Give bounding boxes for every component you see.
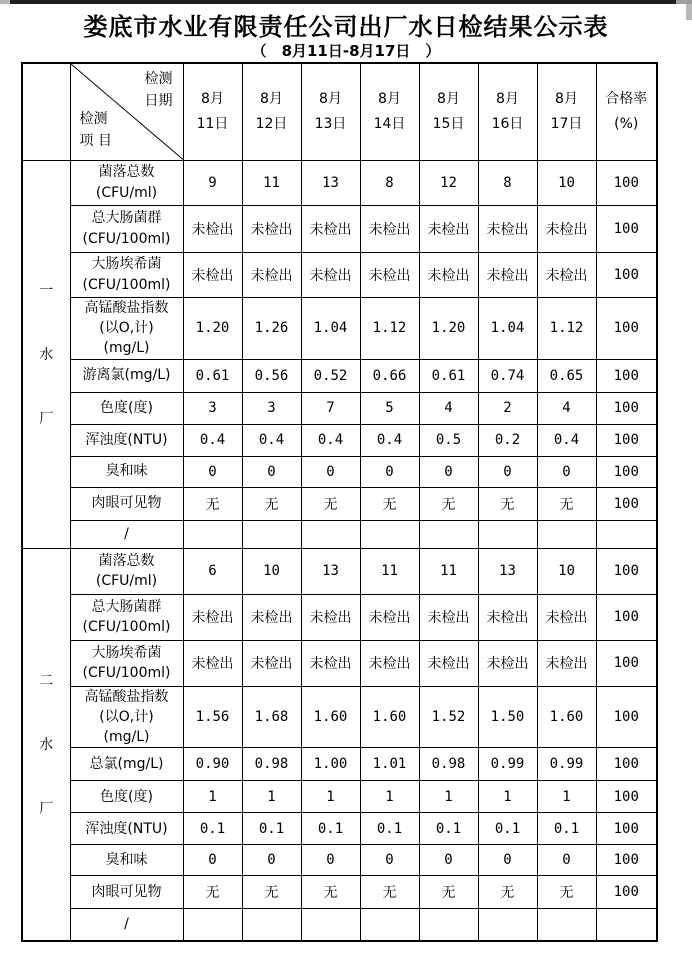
value-cell: 0.4 — [360, 424, 419, 456]
results-table-body — [22, 63, 657, 941]
value-cell: 1 — [478, 781, 537, 813]
row-label-line: 色度(度) — [100, 788, 153, 805]
table-row — [22, 748, 657, 781]
rate-cell: 100 — [596, 252, 657, 297]
corner-date-label — [145, 69, 173, 112]
row-label — [70, 813, 183, 845]
value-cell: 0 — [242, 845, 301, 876]
value-cell: 1 — [301, 781, 360, 813]
value-cell: 0 — [478, 456, 537, 487]
value-cell: 0 — [419, 456, 478, 487]
value-cell: 未检出 — [360, 594, 419, 640]
rate-cell: 100 — [596, 686, 657, 748]
value-cell: 未检出 — [537, 252, 596, 297]
value-cell: 0.65 — [537, 359, 596, 392]
row-label-line: (mg/L) — [103, 340, 150, 357]
value-cell: 1.04 — [478, 297, 537, 359]
section-label-char: 二 — [39, 673, 54, 690]
value-cell: 11 — [419, 548, 478, 594]
page-subtitle: （ 8月11日-8月17日 ） — [251, 42, 441, 60]
value-cell — [537, 909, 596, 941]
value-cell: 未检出 — [537, 594, 596, 640]
date-header-aug15 — [419, 63, 478, 160]
row-label-line: (CFU/100ml) — [82, 276, 171, 293]
row-label — [70, 640, 183, 686]
results-table — [21, 62, 658, 942]
value-cell: 1 — [360, 781, 419, 813]
section-label-char: 厂 — [39, 801, 54, 818]
corner-item-line: 检测 — [79, 111, 108, 128]
row-label — [70, 297, 183, 359]
rate-cell: 100 — [596, 813, 657, 845]
value-cell: 未检出 — [183, 640, 242, 686]
value-cell: 0.61 — [183, 359, 242, 392]
value-cell: 未检出 — [242, 205, 301, 252]
row-label — [70, 781, 183, 813]
row-label — [70, 845, 183, 876]
table-row — [22, 640, 657, 686]
rate-cell: 100 — [596, 781, 657, 813]
section-label-plant-2 — [22, 548, 70, 941]
value-cell: 13 — [301, 548, 360, 594]
value-cell: 1.52 — [419, 686, 478, 748]
value-cell: 11 — [360, 548, 419, 594]
row-label — [70, 686, 183, 748]
value-cell: 12 — [419, 160, 478, 205]
row-label — [70, 252, 183, 297]
rate-cell — [596, 520, 657, 548]
row-label-line: (CFU/ml) — [95, 573, 158, 589]
value-cell: 无 — [419, 487, 478, 520]
value-cell — [360, 909, 419, 941]
row-label-line: / — [124, 916, 129, 933]
table-row — [22, 813, 657, 845]
date-header-aug12 — [242, 63, 301, 160]
value-cell: 未检出 — [360, 205, 419, 252]
table-row — [22, 548, 657, 594]
section-label-char: 厂 — [39, 411, 54, 427]
value-cell: 9 — [183, 160, 242, 205]
value-cell: 未检出 — [183, 594, 242, 640]
row-label — [70, 520, 183, 548]
value-cell — [301, 909, 360, 941]
value-cell: 1.50 — [478, 686, 537, 748]
row-label — [70, 456, 183, 487]
row-label — [70, 424, 183, 456]
value-cell: 未检出 — [419, 252, 478, 297]
value-cell: 13 — [301, 160, 360, 205]
value-cell: 0.1 — [419, 813, 478, 845]
top-edge-bar — [0, 0, 692, 4]
value-cell: 未检出 — [301, 205, 360, 252]
value-cell: 无 — [419, 876, 478, 909]
row-label — [70, 748, 183, 781]
date-month: 8月 — [437, 91, 460, 108]
rate-cell: 100 — [596, 640, 657, 686]
corner-item-label — [80, 109, 112, 152]
pass-rate-header-line: 合格率 — [605, 91, 648, 108]
value-cell: 无 — [301, 876, 360, 909]
value-cell: 1.04 — [301, 297, 360, 359]
section-label-char: 水 — [39, 737, 54, 754]
rate-cell — [596, 909, 657, 941]
date-month: 8月 — [555, 91, 578, 108]
pass-rate-header-line: (%) — [614, 115, 639, 132]
table-row — [22, 456, 657, 487]
rate-cell: 100 — [596, 456, 657, 487]
table-row — [22, 909, 657, 941]
value-cell: 1 — [537, 781, 596, 813]
value-cell: 1.01 — [360, 748, 419, 781]
row-label — [70, 205, 183, 252]
value-cell — [419, 520, 478, 548]
value-cell: 未检出 — [242, 640, 301, 686]
row-label-line: 游离氯(mg/L) — [82, 367, 171, 384]
row-label-line: 高锰酸盐指数 — [84, 299, 169, 316]
section-label-char: 一 — [39, 283, 54, 299]
rate-cell: 100 — [596, 205, 657, 252]
value-cell: 未检出 — [242, 594, 301, 640]
value-cell: 0.98 — [242, 748, 301, 781]
rate-cell: 100 — [596, 876, 657, 909]
value-cell: 无 — [360, 876, 419, 909]
value-cell: 1.60 — [301, 686, 360, 748]
date-day: 15日 — [432, 115, 465, 132]
value-cell — [183, 520, 242, 548]
value-cell: 1.20 — [183, 297, 242, 359]
rate-cell: 100 — [596, 548, 657, 594]
section-label-char: 水 — [39, 347, 54, 363]
row-label — [70, 548, 183, 594]
value-cell: 3 — [183, 392, 242, 424]
value-cell: 未检出 — [419, 205, 478, 252]
value-cell: 0.1 — [242, 813, 301, 845]
row-label-line: 菌落总数 — [98, 552, 155, 569]
row-label-line: (CFU/100ml) — [82, 230, 171, 247]
rate-cell: 100 — [596, 160, 657, 205]
value-cell: 2 — [478, 392, 537, 424]
value-cell: 未检出 — [537, 640, 596, 686]
value-cell: 1.20 — [419, 297, 478, 359]
row-label-line: 臭和味 — [105, 463, 148, 480]
value-cell: 0 — [360, 845, 419, 876]
value-cell: 无 — [537, 487, 596, 520]
value-cell: 无 — [242, 487, 301, 520]
rate-cell: 100 — [596, 424, 657, 456]
value-cell: 无 — [360, 487, 419, 520]
corner-date-line: 检测 — [144, 71, 173, 87]
value-cell: 0.1 — [360, 813, 419, 845]
row-label-line: (CFU/100ml) — [82, 619, 171, 635]
value-cell: 0.4 — [301, 424, 360, 456]
row-label-line: (CFU/100ml) — [82, 665, 171, 681]
value-cell: 0.4 — [183, 424, 242, 456]
value-cell: 0.90 — [183, 748, 242, 781]
row-label — [70, 909, 183, 941]
value-cell: 未检出 — [419, 640, 478, 686]
value-cell: 10 — [537, 548, 596, 594]
value-cell: 无 — [537, 876, 596, 909]
value-cell: 0.4 — [537, 424, 596, 456]
diagonal-header-cell — [70, 63, 183, 160]
row-label-line: 总大肠菌群 — [91, 210, 162, 227]
value-cell — [478, 520, 537, 548]
value-cell: 1.26 — [242, 297, 301, 359]
row-label-line: / — [124, 525, 129, 542]
value-cell: 8 — [360, 160, 419, 205]
row-label — [70, 392, 183, 424]
row-label-line: 总氯(mg/L) — [89, 756, 164, 773]
value-cell: 1.56 — [183, 686, 242, 748]
date-month: 8月 — [378, 91, 401, 108]
value-cell: 未检出 — [183, 205, 242, 252]
row-label-line: 色度(度) — [100, 399, 153, 416]
value-cell: 0.1 — [301, 813, 360, 845]
value-cell: 0 — [183, 456, 242, 487]
table-row — [22, 205, 657, 252]
row-label-line: 浑浊度(NTU) — [85, 820, 168, 837]
pass-rate-header — [596, 63, 657, 160]
value-cell: 1.68 — [242, 686, 301, 748]
value-cell: 0 — [537, 845, 596, 876]
date-month: 8月 — [201, 91, 224, 108]
value-cell: 13 — [478, 548, 537, 594]
value-cell: 0.5 — [419, 424, 478, 456]
value-cell: 1.12 — [360, 297, 419, 359]
date-header-aug11 — [183, 63, 242, 160]
table-row — [22, 252, 657, 297]
value-cell: 未检出 — [478, 594, 537, 640]
value-cell: 10 — [242, 548, 301, 594]
value-cell: 1.12 — [537, 297, 596, 359]
value-cell: 4 — [537, 392, 596, 424]
row-label-line: 大肠埃希菌 — [91, 256, 162, 273]
value-cell: 1 — [183, 781, 242, 813]
value-cell: 0.4 — [242, 424, 301, 456]
table-row — [22, 781, 657, 813]
rate-cell: 100 — [596, 297, 657, 359]
value-cell: 0 — [242, 456, 301, 487]
value-cell: 未检出 — [360, 252, 419, 297]
value-cell: 无 — [478, 487, 537, 520]
value-cell: 无 — [183, 487, 242, 520]
value-cell: 未检出 — [537, 205, 596, 252]
date-month: 8月 — [496, 91, 519, 108]
row-label — [70, 359, 183, 392]
value-cell: 无 — [478, 876, 537, 909]
row-label-line: 臭和味 — [105, 852, 148, 869]
row-label-line: (mg/L) — [103, 729, 150, 746]
rate-cell: 100 — [596, 392, 657, 424]
value-cell — [242, 520, 301, 548]
value-cell: 1 — [242, 781, 301, 813]
date-day: 14日 — [373, 115, 406, 132]
value-cell: 11 — [242, 160, 301, 205]
value-cell: 10 — [537, 160, 596, 205]
value-cell: 1 — [419, 781, 478, 813]
value-cell — [537, 520, 596, 548]
table-row — [22, 686, 657, 748]
value-cell: 未检出 — [242, 252, 301, 297]
table-row — [22, 160, 657, 205]
section-label-wrap — [23, 280, 70, 428]
header-row — [22, 63, 657, 160]
row-label-line: 总大肠菌群 — [91, 598, 162, 615]
value-cell: 1.60 — [360, 686, 419, 748]
row-label-line: (以O,计) — [99, 319, 154, 336]
value-cell: 6 — [183, 548, 242, 594]
value-cell: 0.99 — [478, 748, 537, 781]
rate-cell: 100 — [596, 487, 657, 520]
corner-item-line: 项 目 — [79, 132, 112, 149]
date-day: 17日 — [550, 115, 583, 132]
value-cell: 0.56 — [242, 359, 301, 392]
rate-cell: 100 — [596, 594, 657, 640]
rate-cell: 100 — [596, 845, 657, 876]
date-header-aug13 — [301, 63, 360, 160]
page-title: 娄底市水业有限责任公司出厂水日检结果公示表 — [83, 13, 609, 41]
table-row — [22, 520, 657, 548]
value-cell: 0 — [301, 845, 360, 876]
row-label-line: (CFU/ml) — [95, 184, 158, 201]
table-row — [22, 424, 657, 456]
value-cell — [183, 909, 242, 941]
value-cell — [419, 909, 478, 941]
value-cell: 0 — [537, 456, 596, 487]
value-cell: 未检出 — [301, 252, 360, 297]
value-cell: 0 — [360, 456, 419, 487]
value-cell: 0 — [183, 845, 242, 876]
value-cell: 8 — [478, 160, 537, 205]
row-label-line: 肉眼可见物 — [91, 884, 162, 901]
section-label-plant-1 — [22, 160, 70, 548]
value-cell: 0.52 — [301, 359, 360, 392]
value-cell: 3 — [242, 392, 301, 424]
value-cell: 未检出 — [478, 252, 537, 297]
date-day: 12日 — [255, 115, 288, 132]
row-label-line: (以O,计) — [99, 708, 154, 725]
value-cell: 0.66 — [360, 359, 419, 392]
row-label-line: 大肠埃希菌 — [91, 644, 162, 661]
date-header-aug17 — [537, 63, 596, 160]
table-row — [22, 392, 657, 424]
corner-date-line: 日期 — [144, 92, 173, 109]
value-cell: 未检出 — [478, 205, 537, 252]
table-row — [22, 594, 657, 640]
date-header-aug16 — [478, 63, 537, 160]
table-row — [22, 487, 657, 520]
row-label-line: 肉眼可见物 — [91, 495, 162, 512]
value-cell: 无 — [242, 876, 301, 909]
value-cell: 无 — [183, 876, 242, 909]
table-row — [22, 297, 657, 359]
value-cell: 5 — [360, 392, 419, 424]
row-label-line: 浑浊度(NTU) — [85, 431, 168, 448]
rate-cell: 100 — [596, 748, 657, 781]
value-cell — [242, 909, 301, 941]
row-label — [70, 487, 183, 520]
value-cell: 0.61 — [419, 359, 478, 392]
rate-cell: 100 — [596, 359, 657, 392]
row-label — [70, 594, 183, 640]
value-cell: 未检出 — [301, 640, 360, 686]
value-cell: 0 — [301, 456, 360, 487]
value-cell: 0.1 — [183, 813, 242, 845]
value-cell: 0.98 — [419, 748, 478, 781]
value-cell: 1.00 — [301, 748, 360, 781]
value-cell: 4 — [419, 392, 478, 424]
table-row — [22, 359, 657, 392]
row-label-line: 菌落总数 — [98, 164, 155, 181]
value-cell: 未检出 — [301, 594, 360, 640]
row-label — [70, 160, 183, 205]
value-cell: 0 — [419, 845, 478, 876]
value-cell: 0 — [478, 845, 537, 876]
value-cell: 未检出 — [478, 640, 537, 686]
row-label — [70, 876, 183, 909]
table-row — [22, 876, 657, 909]
section-label-wrap — [23, 670, 70, 818]
date-day: 11日 — [196, 115, 229, 132]
date-day: 13日 — [314, 115, 347, 132]
value-cell: 0.74 — [478, 359, 537, 392]
corner-empty-cell — [22, 63, 70, 160]
value-cell: 未检出 — [183, 252, 242, 297]
value-cell — [301, 520, 360, 548]
value-cell: 0.99 — [537, 748, 596, 781]
value-cell — [360, 520, 419, 548]
value-cell: 0.2 — [478, 424, 537, 456]
date-header-aug14 — [360, 63, 419, 160]
row-label-line: 高锰酸盐指数 — [84, 688, 169, 705]
value-cell: 无 — [301, 487, 360, 520]
date-month: 8月 — [319, 91, 342, 108]
value-cell: 7 — [301, 392, 360, 424]
value-cell: 0.1 — [478, 813, 537, 845]
value-cell: 0.1 — [537, 813, 596, 845]
table-row — [22, 845, 657, 876]
value-cell: 1.60 — [537, 686, 596, 748]
value-cell — [478, 909, 537, 941]
date-month: 8月 — [260, 91, 283, 108]
date-day: 16日 — [491, 115, 524, 132]
value-cell: 未检出 — [360, 640, 419, 686]
value-cell: 未检出 — [419, 594, 478, 640]
